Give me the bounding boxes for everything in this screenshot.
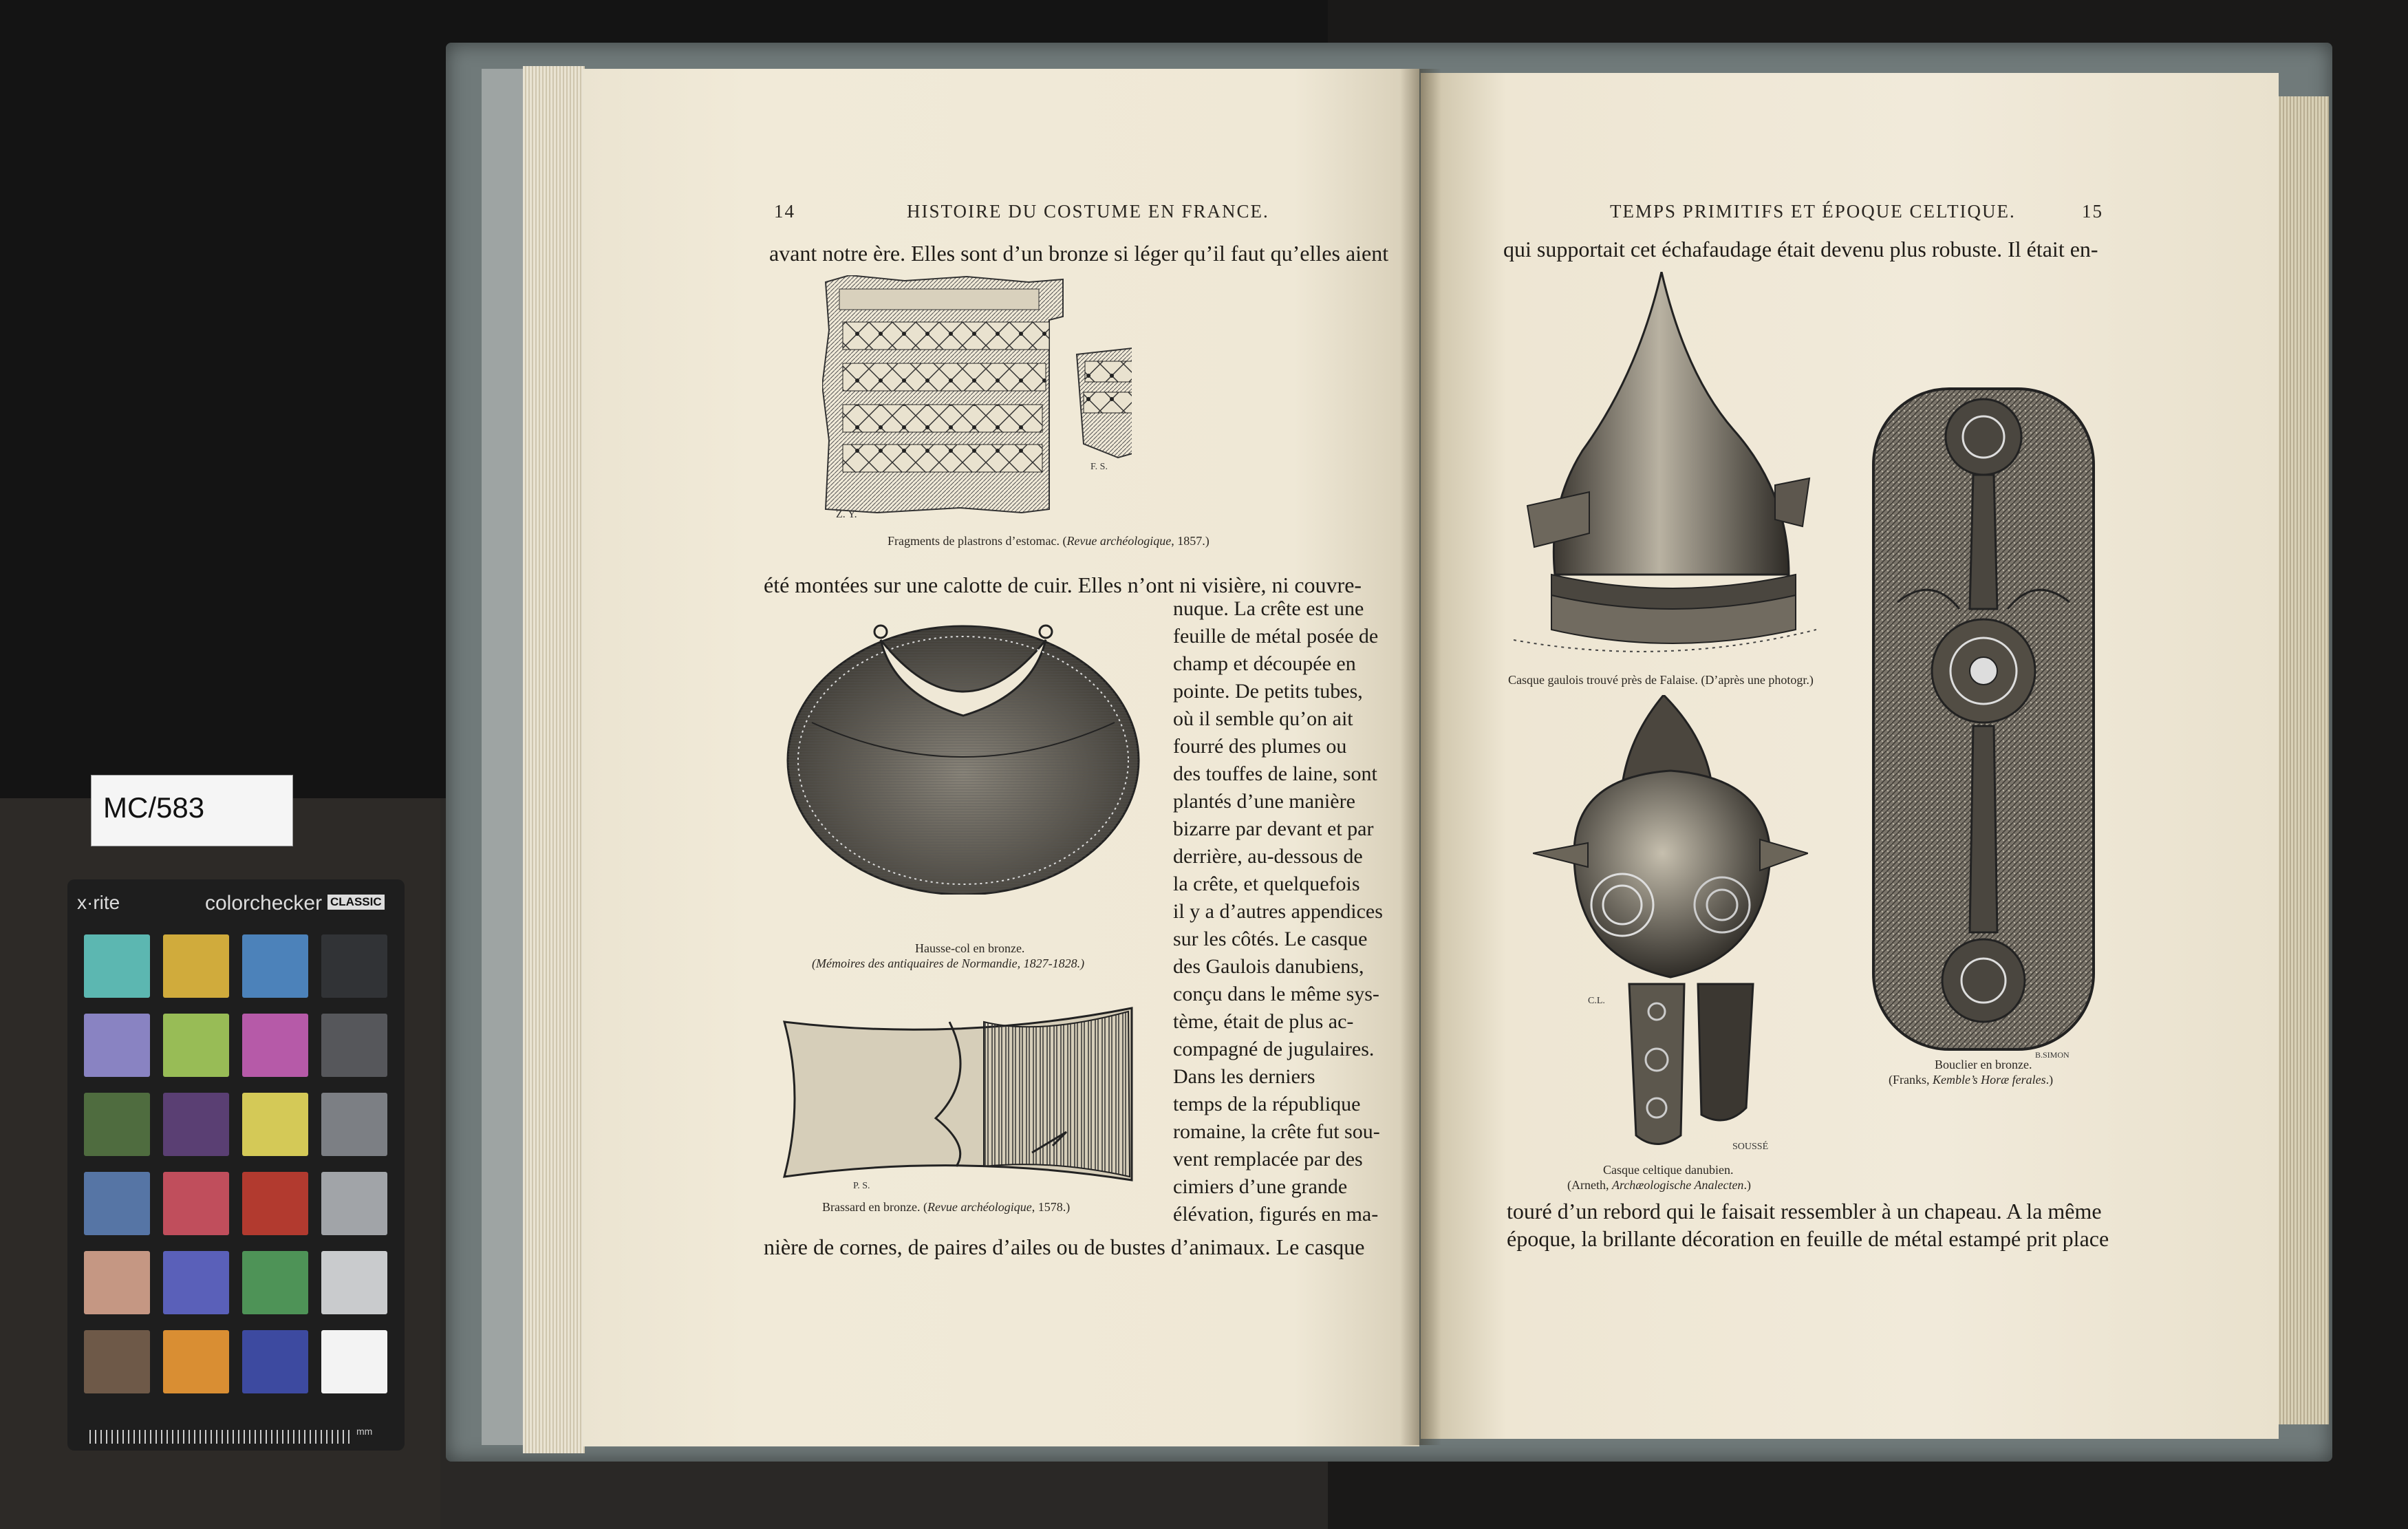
left-text-column	[1173, 595, 1383, 1228]
column-line: Dans les derniers	[1173, 1065, 1315, 1088]
color-swatch	[242, 934, 308, 998]
column-line: bizarre par devant et par	[1173, 817, 1374, 840]
falaise-helmet-engraving	[1514, 272, 1816, 667]
column-line: il y a d’autres appendices	[1173, 900, 1383, 923]
column-line: des Gaulois danubiens,	[1173, 955, 1364, 978]
color-swatch	[242, 1330, 308, 1393]
color-swatch	[84, 1251, 150, 1314]
caption-plastrons: Fragments de plastrons d’estomac. (Revue archéologique, 1857.)	[888, 534, 1210, 548]
caption-danubian-title: Casque celtique danubien.	[1603, 1163, 1734, 1177]
color-swatch	[321, 1251, 387, 1314]
engraver-sig-3: B.SIMON	[2035, 1050, 2070, 1060]
caption-danubian-source: (Arneth, Archæologische Analecten.)	[1567, 1178, 1751, 1192]
column-line: champ et découpée en	[1173, 652, 1356, 675]
column-line: temps de la république	[1173, 1093, 1361, 1115]
color-swatch	[321, 1330, 387, 1393]
color-swatch	[163, 1172, 229, 1235]
engraver-sig-1: C.L.	[1588, 996, 1605, 1006]
caption-shield-title: Bouclier en bronze.	[1935, 1058, 2032, 1071]
color-swatch	[242, 1093, 308, 1156]
color-swatch	[321, 1172, 387, 1235]
column-line: fourré des plumes ou	[1173, 735, 1347, 758]
column-line: plantés d’une manière	[1173, 790, 1355, 813]
column-line: tème, était de plus ac-	[1173, 1010, 1354, 1033]
reference-label-text: MC/583	[103, 791, 205, 824]
engraver-initials-3: P. S.	[853, 1181, 870, 1191]
engraver-initials-1: Z. Y.	[836, 509, 857, 520]
page-number-right: 15	[2082, 201, 2103, 222]
left-top-line: avant notre ère. Elles sont d’un bronze si léger qu’il faut qu’elles aient	[769, 241, 1389, 266]
bronze-shield-engraving	[1870, 382, 2097, 1060]
color-swatch	[321, 934, 387, 998]
color-swatch	[321, 1093, 387, 1156]
running-head-right: TEMPS PRIMITIFS ET ÉPOQUE CELTIQUE.	[1610, 201, 2016, 222]
column-line: la crête, et quelquefois	[1173, 873, 1360, 895]
color-swatch	[163, 1093, 229, 1156]
color-swatch	[242, 1251, 308, 1314]
column-line: élévation, figurés en ma-	[1173, 1203, 1379, 1226]
left-bottom-line: nière de cornes, de paires d’ailes ou de bustes d’animaux. Le casque	[764, 1234, 1365, 1259]
color-swatch	[84, 1014, 150, 1077]
running-head-left: HISTOIRE DU COSTUME EN FRANCE.	[907, 201, 1269, 222]
color-swatch	[163, 1014, 229, 1077]
page-number-left: 14	[774, 201, 795, 222]
book-spine-edge	[482, 69, 523, 1445]
page-edges-left	[523, 66, 585, 1453]
column-line: cimiers d’une grande	[1173, 1175, 1348, 1198]
color-swatch	[242, 1014, 308, 1077]
gorget-engraving	[784, 612, 1142, 895]
caption-gorget-source: (Mémoires des antiquaires de Normandie, 1827-1828.)	[812, 956, 1085, 970]
column-line: nuque. La crête est une	[1173, 597, 1364, 620]
column-line: feuille de métal posée de	[1173, 625, 1379, 648]
right-top-line: qui supportait cet échafaudage était devenu plus robuste. Il était en-	[1503, 237, 2098, 261]
color-swatch	[163, 1330, 229, 1393]
colorchecker-title: colorchecker	[205, 892, 323, 915]
caption-brassard: Brassard en bronze. (Revue archéologique, 1578.)	[822, 1200, 1071, 1214]
column-line: romaine, la crête fut sou-	[1173, 1120, 1380, 1143]
column-line: sur les côtés. Le casque	[1173, 928, 1368, 950]
column-line: conçu dans le même sys-	[1173, 983, 1379, 1005]
caption-shield-source: (Franks, Kemble’s Horæ ferales.)	[1889, 1073, 2054, 1087]
left-middle-line: été montées sur une calotte de cuir. Elles n’ont ni visière, ni couvre-	[764, 573, 1362, 597]
right-bottom-line-2: époque, la brillante décoration en feuille de métal estampé prit place	[1507, 1226, 2109, 1251]
column-line: où il semble qu’on ait	[1173, 707, 1353, 730]
ruler-unit: mm	[356, 1426, 373, 1437]
caption-gorget-title: Hausse-col en bronze.	[915, 941, 1025, 955]
column-line: pointe. De petits tubes,	[1173, 680, 1363, 703]
danubian-helmet-engraving	[1533, 695, 1808, 1163]
plastron-fragments-engraving	[822, 275, 1132, 520]
color-swatch	[321, 1014, 387, 1077]
color-swatch	[163, 934, 229, 998]
column-line: compagné de jugulaires.	[1173, 1038, 1375, 1060]
color-swatch	[163, 1251, 229, 1314]
column-line: des touffes de laine, sont	[1173, 762, 1377, 785]
color-swatch	[84, 1093, 150, 1156]
xrite-logo: x·rite	[77, 892, 120, 913]
engraver-sig-2: SOUSSÉ	[1732, 1142, 1769, 1152]
engraver-initials-2: F. S.	[1090, 462, 1108, 472]
book-gutter	[1400, 69, 1441, 1445]
right-bottom-line-1: touré d’un rebord qui le faisait ressembler à un chapeau. A la même	[1507, 1199, 2102, 1223]
color-swatch	[242, 1172, 308, 1235]
page-edges-right	[2277, 96, 2329, 1424]
colorchecker-edition: CLASSIC	[327, 895, 385, 910]
color-swatch	[84, 1172, 150, 1235]
brassard-engraving	[777, 994, 1142, 1194]
column-line: vent remplacée par des	[1173, 1148, 1363, 1170]
caption-falaise-helmet: Casque gaulois trouvé près de Falaise. (D’après une photogr.)	[1508, 673, 1814, 687]
color-swatch	[84, 934, 150, 998]
color-swatch	[84, 1330, 150, 1393]
mm-ruler	[89, 1430, 351, 1444]
column-line: derrière, au-dessous de	[1173, 845, 1363, 868]
